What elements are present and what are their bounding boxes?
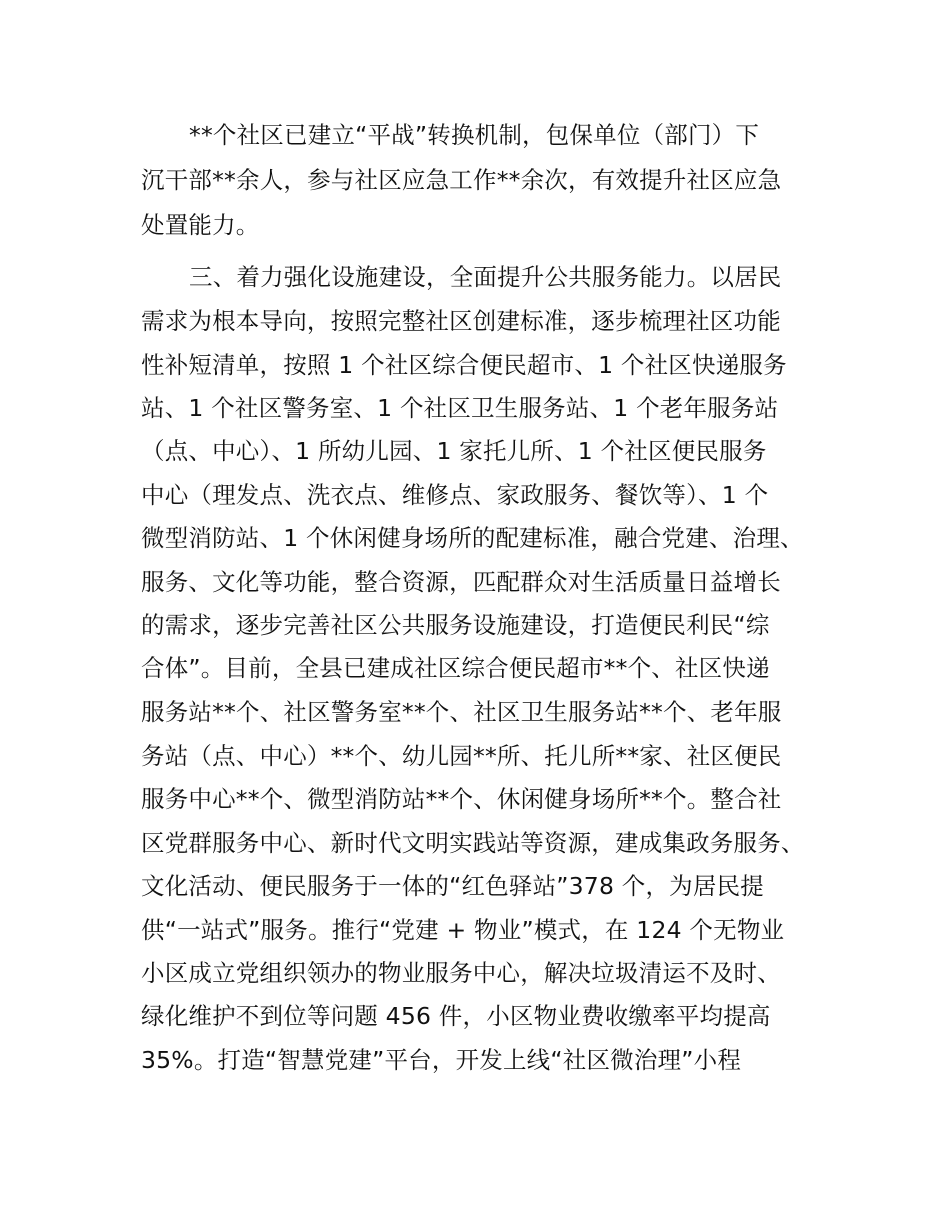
paragraph-line: 服务中心**个、微型消防站**个、休闲健身场所**个。整合社: [141, 785, 782, 813]
paragraph-line: **个社区已建立“平战”转换机制，包保单位（部门）下: [189, 121, 760, 149]
paragraph-line: 服务、文化等功能，整合资源，匹配群众对生活质量日益增长: [141, 568, 781, 596]
paragraph-line: 微型消防站、1 个休闲健身场所的配建标准，融合党建、治理、: [141, 524, 804, 552]
paragraph-line: 供“一站式”服务。推行“党建 + 物业”模式，在 124 个无物业: [141, 916, 785, 944]
paragraph-line: 35%。打造“智慧党建”平台，开发上线“社区微治理”小程: [141, 1046, 742, 1074]
paragraph-line: 小区成立党组织领办的物业服务中心，解决垃圾清运不及时、: [141, 959, 781, 987]
paragraph-line: 需求为根本导向，按照完整社区创建标准，逐步梳理社区功能: [141, 307, 781, 335]
paragraph-line: 沉干部**余人，参与社区应急工作**余次，有效提升社区应急: [141, 166, 782, 194]
paragraph-line: 区党群服务中心、新时代文明实践站等资源，建成集政务服务、: [141, 829, 805, 857]
paragraph-line: （点、中心）、1 所幼儿园、1 家托儿所、1 个社区便民服务: [141, 437, 767, 465]
paragraph-line: 合体”。目前，全县已建成社区综合便民超市**个、社区快递: [141, 654, 770, 682]
paragraph-line: 的需求，逐步完善社区公共服务设施建设，打造便民利民“综: [141, 611, 770, 639]
paragraph-line: 处置能力。: [141, 211, 260, 239]
paragraph-line: 站、1 个社区警务室、1 个社区卫生服务站、1 个老年服务站: [141, 394, 779, 422]
paragraph-line: 文化活动、便民服务于一体的“红色驿站”378 个，为居民提: [141, 872, 764, 900]
paragraph-line: 绿化维护不到位等问题 456 件，小区物业费收缴率平均提高: [141, 1002, 771, 1030]
paragraph-line: 服务站**个、社区警务室**个、社区卫生服务站**个、老年服: [141, 698, 782, 726]
paragraph-line: 中心（理发点、洗衣点、维修点、家政服务、餐饮等）、1 个: [141, 481, 769, 509]
paragraph-line: 务站（点、中心）**个、幼儿园**所、托儿所**家、社区便民: [141, 742, 782, 770]
paragraph-line: 三、着力强化设施建设，全面提升公共服务能力。以居民: [189, 263, 782, 291]
paragraph-line: 性补短清单，按照 1 个社区综合便民超市、1 个社区快递服务: [141, 351, 787, 379]
